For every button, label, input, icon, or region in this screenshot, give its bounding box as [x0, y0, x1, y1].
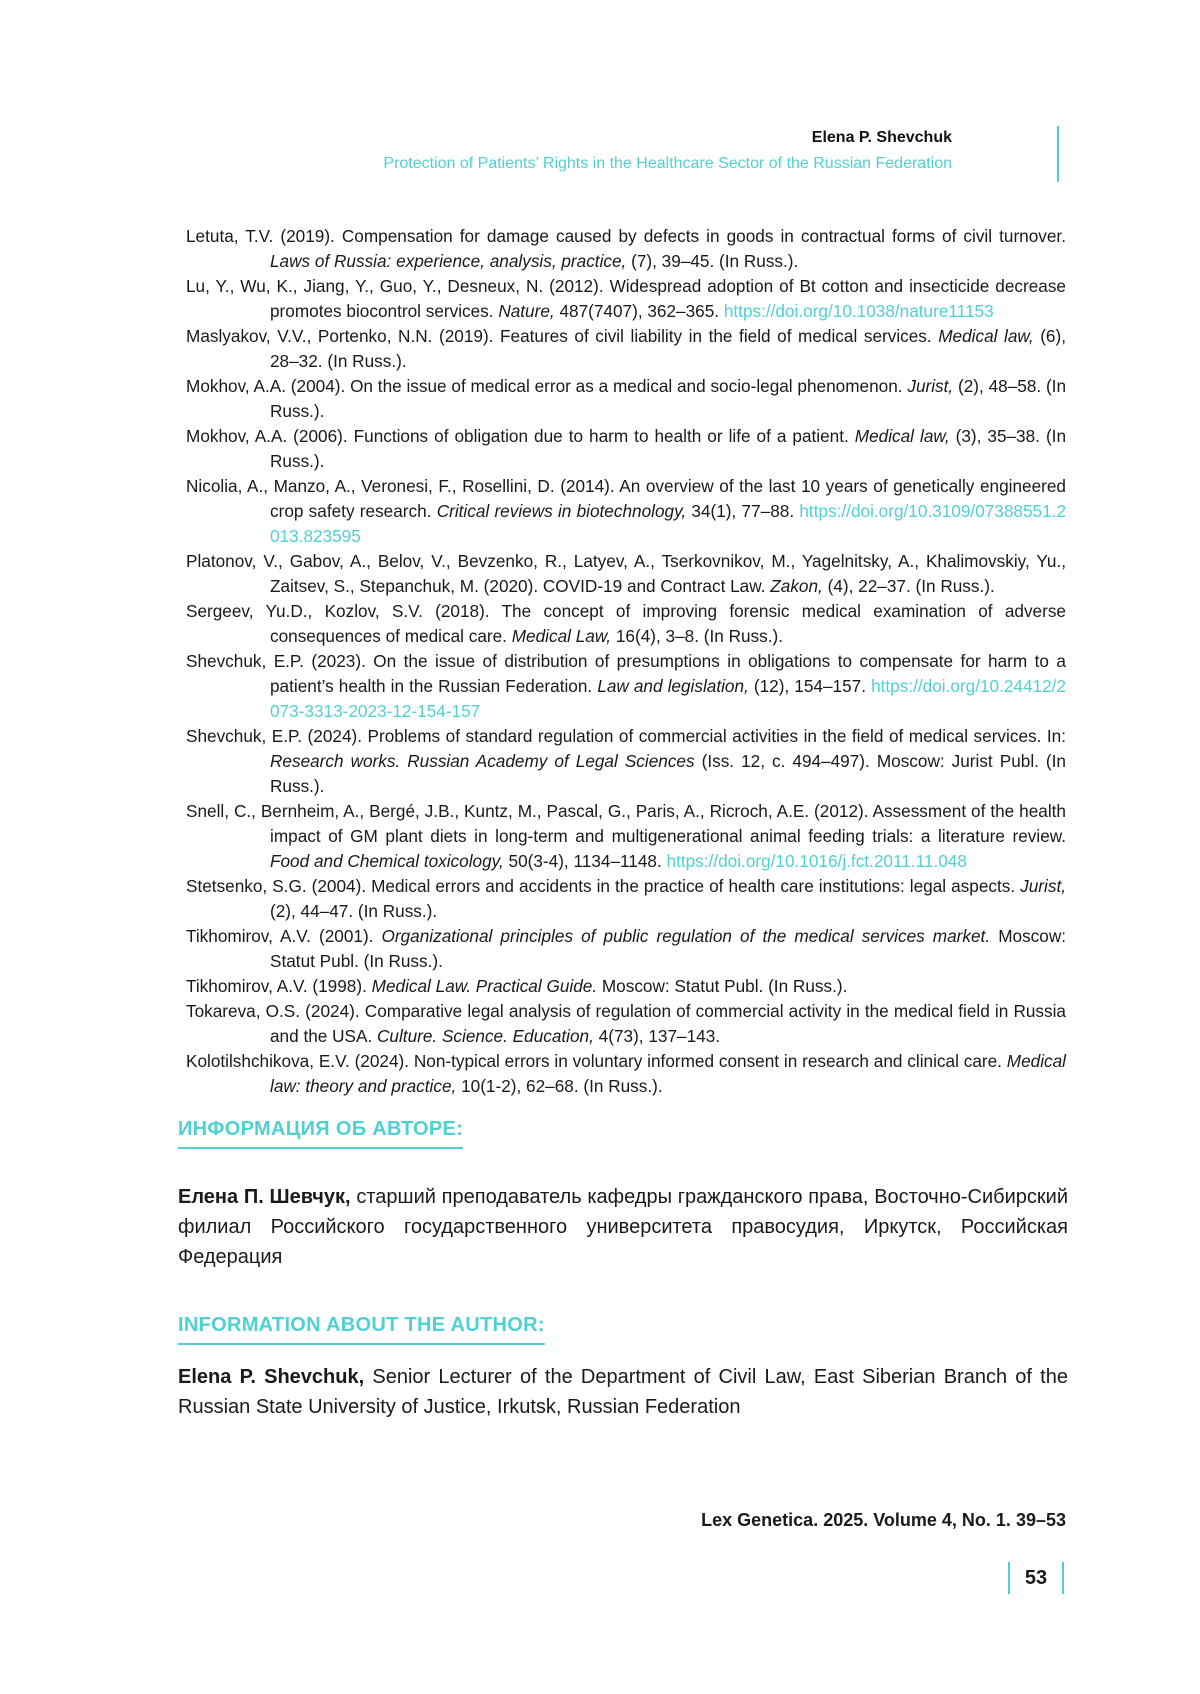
- reference-text: Tokareva, O.S. (2024). Comparative legal analysis of regulation of commercial activity in the medical field in Russia and the USA.: [186, 1001, 1066, 1046]
- reference-item: [186, 649, 1066, 724]
- reference-text: Tikhomirov, A.V. (1998).: [186, 976, 372, 996]
- reference-details: (Iss. 12, c. 494–497). Moscow: Jurist Publ. (In Russ.).: [270, 751, 1066, 796]
- reference-text: Kolotilshchikova, E.V. (2024). Non-typical errors in voluntary informed consent in research and clinical care.: [186, 1051, 1007, 1071]
- reference-text: Letuta, T.V. (2019). Compensation for damage caused by defects in goods in contractual forms of civil turnover.: [186, 226, 1066, 246]
- reference-source: Medical Law,: [511, 626, 612, 646]
- doi-link[interactable]: https://doi.org/10.1016/j.fct.2011.11.048: [666, 851, 967, 871]
- reference-details: 487(7407), 362–365.: [554, 301, 724, 321]
- reference-details: Moscow: Statut Publ. (In Russ.).: [597, 976, 848, 996]
- reference-item: [186, 999, 1066, 1049]
- reference-details: (4), 22–37. (In Russ.).: [822, 576, 995, 596]
- reference-item: [186, 799, 1066, 874]
- reference-source: Laws of Russia: experience, analysis, practice,: [270, 251, 627, 271]
- reference-source: Nature,: [498, 301, 555, 321]
- author-info-en: [178, 1362, 1068, 1422]
- author-name-en: Elena P. Shevchuk,: [178, 1366, 365, 1388]
- reference-details: (2), 44–47. (In Russ.).: [270, 901, 438, 921]
- reference-details: (12), 154–157.: [748, 676, 872, 696]
- reference-source: Jurist,: [907, 376, 954, 396]
- reference-source: Food and Chemical toxicology,: [270, 851, 504, 871]
- reference-source: Medical Law. Practical Guide.: [371, 976, 598, 996]
- reference-text: Sergeev, Yu.D., Kozlov, S.V. (2018). The concept of improving forensic medical examination of adverse consequences of medical care.: [186, 601, 1066, 646]
- reference-item: [186, 224, 1066, 274]
- reference-item: [186, 474, 1066, 549]
- reference-source: Medical law,: [938, 326, 1034, 346]
- reference-source: Research works. Russian Academy of Legal Sciences: [270, 751, 695, 771]
- reference-item: [186, 874, 1066, 924]
- doi-link[interactable]: https://doi.org/10.1038/nature11153: [723, 301, 994, 321]
- reference-item: [186, 1049, 1066, 1099]
- reference-item: [186, 599, 1066, 649]
- reference-details: (2), 48–58. (In Russ.).: [270, 376, 1067, 421]
- reference-details: 4(73), 137–143.: [593, 1026, 721, 1046]
- doi-link[interactable]: https://doi.org/10.3109/07388551.2013.823595: [270, 501, 1066, 546]
- reference-text: Nicolia, A., Manzo, A., Veronesi, F., Rosellini, D. (2014). An overview of the last 10 years of genetically engineered crop safety research.: [186, 476, 1066, 521]
- reference-item: [186, 724, 1066, 799]
- header-rule: [1057, 126, 1059, 182]
- author-info-heading-en: INFORMATION ABOUT THE AUTHOR:: [178, 1314, 545, 1345]
- reference-source: Law and legislation,: [597, 676, 749, 696]
- reference-item: [186, 424, 1066, 474]
- reference-source: Culture. Science. Education,: [377, 1026, 594, 1046]
- author-affiliation-ru: старший преподаватель кафедры гражданского права, Восточно-Сибирский филиал Российского государственного университета правосудия, Иркутск, Российская Федерация: [178, 1186, 1068, 1268]
- reference-details: Moscow: Statut Publ. (In Russ.).: [270, 926, 1067, 971]
- reference-details: (6), 28–32. (In Russ.).: [270, 326, 1066, 371]
- reference-item: [186, 974, 1066, 999]
- reference-text: Mokhov, A.A. (2004). On the issue of medical error as a medical and socio-legal phenomenon.: [186, 376, 908, 396]
- reference-source: Medical law: theory and practice,: [270, 1051, 1066, 1096]
- reference-text: Maslyakov, V.V., Portenko, N.N. (2019). Features of civil liability in the field of medical services.: [186, 326, 939, 346]
- page-number: 53: [1008, 1562, 1064, 1594]
- reference-details: 10(1-2), 62–68. (In Russ.).: [456, 1076, 663, 1096]
- header-article-title: Protection of Patients’ Rights in the Healthcare Sector of the Russian Federation: [383, 155, 952, 172]
- reference-source: Critical reviews in biotechnology,: [436, 501, 687, 521]
- reference-item: [186, 274, 1066, 324]
- reference-source: Zakon,: [770, 576, 823, 596]
- reference-text: Mokhov, A.A. (2006). Functions of obligation due to harm to health or life of a patient.: [186, 426, 855, 446]
- reference-item: [186, 924, 1066, 974]
- author-affiliation-en: Senior Lecturer of the Department of Civil Law, East Siberian Branch of the Russian State University of Justice, Irkutsk, Russian Federation: [178, 1366, 1068, 1418]
- reference-details: (7), 39–45. (In Russ.).: [626, 251, 799, 271]
- reference-details: 16(4), 3–8. (In Russ.).: [611, 626, 784, 646]
- doi-link[interactable]: https://doi.org/10.24412/2073-3313-2023-12-154-157: [270, 676, 1066, 721]
- reference-source: Medical law,: [854, 426, 950, 446]
- reference-source: Jurist,: [1020, 876, 1066, 896]
- reference-text: Lu, Y., Wu, K., Jiang, Y., Guo, Y., Desneux, N. (2012). Widespread adoption of Bt cotton and insecticide decrease promotes biocontrol services.: [186, 276, 1066, 321]
- reference-text: Platonov, V., Gabov, A., Belov, V., Bevzenko, R., Latyev, A., Tserkovnikov, M., Yagelnitsky, A., Khalimovskiy, Yu., Zaitsev, S., Stepanchuk, M. (2020). COVID-19 and Contract Law.: [186, 551, 1066, 596]
- reference-text: Shevchuk, E.P. (2024). Problems of standard regulation of commercial activities in the field of medical services. In:: [186, 726, 1066, 746]
- reference-text: Snell, C., Bernheim, A., Bergé, J.B., Kuntz, M., Pascal, G., Paris, A., Ricroch, A.E. (2012). Assessment of the health impact of GM plant diets in long-term and multigenerational animal feeding trials: a literature review.: [186, 801, 1066, 846]
- reference-item: [186, 324, 1066, 374]
- reference-details: (3), 35–38. (In Russ.).: [270, 426, 1066, 471]
- running-header: [383, 128, 952, 174]
- reference-text: Stetsenko, S.G. (2004). Medical errors and accidents in the practice of health care institutions: legal aspects.: [186, 876, 1021, 896]
- reference-text: Tikhomirov, A.V. (2001).: [186, 926, 382, 946]
- reference-details: 34(1), 77–88.: [686, 501, 800, 521]
- author-info-heading-ru: ИНФОРМАЦИЯ ОБ АВТОРЕ:: [178, 1118, 463, 1149]
- reference-item: [186, 549, 1066, 599]
- author-info-ru: [178, 1182, 1068, 1272]
- journal-citation: Lex Genetica. 2025. Volume 4, No. 1. 39–53: [701, 1510, 1066, 1530]
- reference-source: Organizational principles of public regulation of the medical services market.: [381, 926, 991, 946]
- reference-text: Shevchuk, E.P. (2023). On the issue of distribution of presumptions in obligations to compensate for harm to a patient’s health in the Russian Federation.: [186, 651, 1066, 696]
- header-author: Elena P. Shevchuk: [811, 129, 952, 146]
- reference-details: 50(3-4), 1134–1148.: [503, 851, 667, 871]
- reference-item: [186, 374, 1066, 424]
- author-name-ru: Елена П. Шевчук,: [178, 1186, 351, 1208]
- reference-list: [186, 224, 1066, 1099]
